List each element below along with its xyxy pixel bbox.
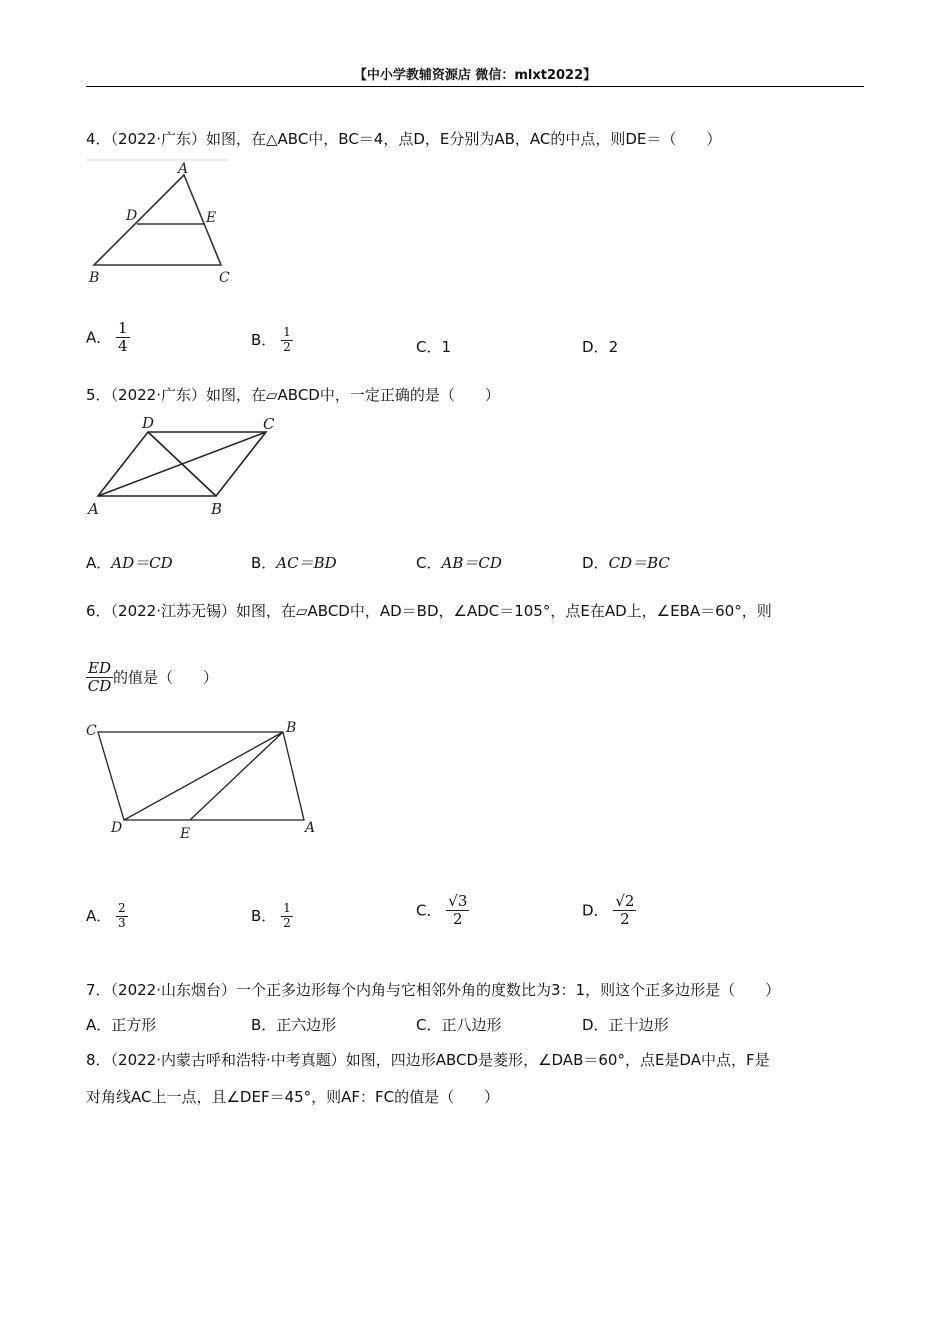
q5-parallelogram-figure: [86, 410, 286, 520]
q7-stem-text: （2022·山东烟台）一个正多边形每个内角与它相邻外角的度数比为3：1，则这个正多边形是（ ）: [110, 981, 781, 999]
q5-diagonal-bd: [148, 432, 216, 496]
q4-triangle-abc: [94, 175, 221, 265]
q6-option-a-fraction: $\frac{2}{3}$: [118, 901, 126, 930]
q4-triangle-figure: [86, 158, 236, 288]
q6-option-d[interactable]: D． $\frac{√2}{2}$: [582, 892, 635, 929]
q4-label-b: B: [89, 270, 100, 286]
q5-label-d: D: [142, 414, 155, 432]
q5-option-b[interactable]: B．AC＝BD: [251, 554, 337, 572]
q4-stem: [86, 128, 721, 149]
q6-stem-line2: [86, 660, 218, 696]
q4-option-a-fraction: $\frac{1}{4}$: [118, 319, 128, 356]
q6-option-b-fraction: $\frac{1}{2}$: [283, 901, 291, 930]
q6-stem: [86, 600, 772, 621]
q6-label-e: E: [180, 826, 191, 842]
q5-option-c[interactable]: C．AB＝CD: [416, 554, 502, 572]
q6-parallelogram-figure: [86, 716, 326, 846]
q4-option-c[interactable]: C．1: [416, 338, 452, 356]
q7-option-c[interactable]: C．正八边形: [416, 1016, 502, 1034]
q8-stem-text: （2022·内蒙古呼和浩特·中考真题）如图，四边形ABCD是菱形，∠DAB＝60°，点E是DA中点，F是: [110, 1051, 770, 1069]
q6-parallelogram-abcd: [98, 732, 304, 820]
q6-option-a[interactable]: A． $\frac{2}{3}$: [86, 901, 126, 930]
q5-label-b: B: [211, 500, 223, 518]
q6-option-d-fraction: $\frac{√2}{2}$: [615, 892, 635, 929]
q6-stem-line2-text: 的值是（ ）: [112, 668, 218, 687]
q7-option-d[interactable]: D．正十边形: [582, 1016, 669, 1034]
q4-option-d[interactable]: D．2: [582, 338, 619, 356]
q6-number: 6．: [86, 602, 111, 620]
q4-label-d: D: [126, 208, 138, 224]
q5-number: 5．: [86, 386, 111, 404]
q4-option-b[interactable]: B． $\frac{1}{2}$: [251, 325, 291, 354]
q6-option-c[interactable]: C． $\frac{√3}{2}$: [416, 892, 468, 929]
q6-option-c-fraction: $\frac{√3}{2}$: [448, 892, 468, 929]
page-header: 【中小学教辅资源店 微信：mlxt2022】: [353, 68, 597, 83]
q8-stem: [86, 1049, 770, 1070]
q6-ratio-fraction: $\frac{ED}{CD}$: [87, 659, 112, 696]
q5-label-c: C: [263, 415, 275, 433]
q4-label-c: C: [219, 270, 230, 286]
q5-label-a: A: [88, 500, 99, 518]
q5-stem: [86, 384, 500, 405]
q6-label-d: D: [111, 820, 123, 836]
q7-option-b[interactable]: B．正六边形: [251, 1016, 337, 1034]
header-rule: [86, 86, 864, 87]
q8-number: 8．: [86, 1051, 111, 1069]
q4-label-a: A: [178, 161, 189, 177]
q5-option-a[interactable]: A．AD＝CD: [86, 554, 173, 572]
q7-stem: [86, 979, 780, 1000]
q8-stem-line2: 对角线AC上一点，且∠DEF＝45°，则AF：FC的值是（ ）: [86, 1088, 500, 1106]
q6-stem-text: （2022·江苏无锡）如图，在▱ABCD中，AD＝BD，∠ADC＝105°，点E在AD上，∠EBA＝60°，则: [110, 602, 772, 620]
q4-option-b-fraction: $\frac{1}{2}$: [283, 325, 291, 354]
q6-label-a: A: [305, 820, 316, 836]
q6-label-b: B: [286, 720, 297, 736]
q7-number: 7．: [86, 981, 111, 999]
q5-stem-text: （2022·广东）如图，在▱ABCD中，一定正确的是（ ）: [110, 386, 500, 404]
q5-option-d[interactable]: D．CD＝BC: [582, 554, 670, 572]
q7-option-a[interactable]: A．正方形: [86, 1016, 157, 1034]
q4-number: 4．: [86, 130, 111, 148]
q4-stem-text: （2022·广东）如图，在△ABC中，BC＝4，点D，E分别为AB，AC的中点，则DE＝（ ）: [110, 130, 722, 148]
q6-option-b[interactable]: B． $\frac{1}{2}$: [251, 901, 291, 930]
q4-option-a[interactable]: A． $\frac{1}{4}$: [86, 319, 128, 356]
q4-label-e: E: [206, 210, 217, 226]
q6-label-c: C: [86, 723, 97, 739]
